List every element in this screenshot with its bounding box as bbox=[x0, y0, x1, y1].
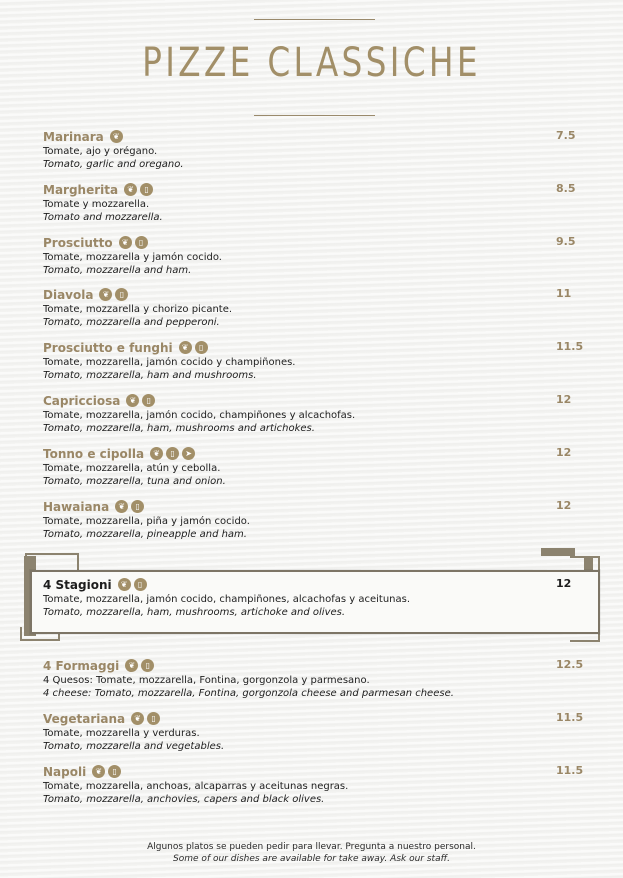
menu-item-price: 11.5 bbox=[556, 764, 584, 777]
menu-item-header bbox=[43, 234, 583, 251]
wheat-icon: ❦ bbox=[150, 447, 163, 460]
menu-item-description-en: Tomato, mozzarella, pineapple and ham. bbox=[43, 529, 247, 540]
menu-item-header bbox=[43, 286, 583, 303]
menu-item-price: 12 bbox=[556, 499, 572, 512]
menu-item-description-en: Tomato, mozzarella, tuna and onion. bbox=[43, 476, 226, 487]
menu-item-price: 7.5 bbox=[556, 129, 576, 142]
menu-item bbox=[43, 339, 583, 382]
menu-item-description-en: Tomato and mozzarella. bbox=[43, 212, 163, 223]
milk-icon: ▯ bbox=[140, 183, 153, 196]
wheat-icon: ❦ bbox=[119, 236, 132, 249]
title-rule-bottom bbox=[254, 115, 375, 116]
menu-item-header bbox=[43, 498, 583, 515]
menu-item-description-es: Tomate, mozzarella, jamón cocido, champiñones y alcachofas. bbox=[43, 410, 356, 421]
menu-item-description-es: Tomate, mozzarella y verduras. bbox=[43, 728, 200, 739]
menu-item bbox=[43, 445, 583, 488]
menu-item-name: Prosciutto bbox=[43, 235, 113, 250]
footer-note bbox=[0, 841, 623, 865]
wheat-icon: ❦ bbox=[99, 288, 112, 301]
milk-icon: ▯ bbox=[147, 712, 160, 725]
menu-item-description-en: Tomato, mozzarella and pepperoni. bbox=[43, 317, 220, 328]
menu-item-header bbox=[43, 576, 583, 593]
menu-item-description-es: Tomate, ajo y orégano. bbox=[43, 146, 158, 157]
menu-item-name: Tonno e cipolla bbox=[43, 446, 145, 461]
menu-item-price: 9.5 bbox=[556, 235, 576, 248]
menu-item-description-en: Tomato, mozzarella and ham. bbox=[43, 265, 192, 276]
menu-item-header bbox=[43, 763, 583, 780]
menu-item-header bbox=[43, 445, 583, 462]
menu-item-name: Margherita bbox=[43, 182, 119, 197]
menu-item-description-en: 4 cheese: Tomato, mozzarella, Fontina, gorgonzola cheese and parmesan cheese. bbox=[43, 688, 454, 699]
milk-icon: ▯ bbox=[131, 500, 144, 513]
menu-item-name: Diavola bbox=[43, 287, 94, 302]
menu-item-name: Hawaiana bbox=[43, 499, 110, 514]
menu-item-price: 12 bbox=[556, 577, 572, 590]
menu-item-description-es: 4 Quesos: Tomate, mozzarella, Fontina, gorgonzola y parmesano. bbox=[43, 675, 370, 686]
menu-item-price: 12 bbox=[556, 393, 572, 406]
menu-item-description-es: Tomate, mozzarella y jamón cocido. bbox=[43, 252, 222, 263]
milk-icon: ▯ bbox=[166, 447, 179, 460]
menu-item-header bbox=[43, 392, 583, 409]
menu-item bbox=[43, 286, 583, 329]
menu-item-description-es: Tomate, mozzarella, piña y jamón cocido. bbox=[43, 516, 250, 527]
menu-item-description-en: Tomato, mozzarella, ham, mushrooms, artichoke and olives. bbox=[43, 607, 346, 618]
milk-icon: ▯ bbox=[115, 288, 128, 301]
footer-note-es: Algunos platos se pueden pedir para llevar. Pregunta a nuestro personal. bbox=[147, 842, 476, 852]
page-title: PIZZE CLASSICHE bbox=[142, 40, 481, 86]
menu-item-name: Capricciosa bbox=[43, 393, 121, 408]
milk-icon: ▯ bbox=[135, 236, 148, 249]
menu-item-name: 4 Formaggi bbox=[43, 658, 120, 673]
menu-item-description-en: Tomato, mozzarella, anchovies, capers and black olives. bbox=[43, 794, 325, 805]
menu-item bbox=[43, 181, 583, 224]
menu-item-description-es: Tomate, mozzarella, jamón cocido y champiñones. bbox=[43, 357, 296, 368]
menu-item-header bbox=[43, 657, 583, 674]
milk-icon: ▯ bbox=[142, 394, 155, 407]
title-rule-top bbox=[254, 19, 375, 20]
menu-item-description-es: Tomate, mozzarella, jamón cocido, champiñones, alcachofas y aceitunas. bbox=[43, 594, 411, 605]
menu-item bbox=[43, 576, 583, 619]
menu-item-description-es: Tomate, mozzarella, anchoas, alcaparras y aceitunas negras. bbox=[43, 781, 349, 792]
menu-item-header bbox=[43, 128, 583, 145]
footer-note-en: Some of our dishes are available for take away. Ask our staff. bbox=[173, 854, 450, 864]
menu-item bbox=[43, 710, 583, 753]
menu-item-name: Napoli bbox=[43, 764, 87, 779]
wheat-icon: ❦ bbox=[115, 500, 128, 513]
menu-item-name: 4 Stagioni bbox=[43, 577, 112, 592]
wheat-icon: ❦ bbox=[118, 578, 131, 591]
wheat-icon: ❦ bbox=[92, 765, 105, 778]
menu-item-price: 11 bbox=[556, 287, 572, 300]
menu-item bbox=[43, 657, 583, 700]
menu-item bbox=[43, 392, 583, 435]
menu-item bbox=[43, 234, 583, 277]
wheat-icon: ❦ bbox=[124, 183, 137, 196]
menu-item-name: Marinara bbox=[43, 129, 104, 144]
menu-item-price: 11.5 bbox=[556, 711, 584, 724]
menu-item-name: Prosciutto e funghi bbox=[43, 340, 173, 355]
menu-item bbox=[43, 763, 583, 806]
menu-item-price: 8.5 bbox=[556, 182, 576, 195]
fish-icon: ➤ bbox=[182, 447, 195, 460]
menu-item-header bbox=[43, 710, 583, 727]
wheat-icon: ❦ bbox=[126, 394, 139, 407]
menu-item-description-en: Tomato, garlic and oregano. bbox=[43, 159, 184, 170]
menu-item-description-es: Tomate y mozzarella. bbox=[43, 199, 150, 210]
milk-icon: ▯ bbox=[141, 659, 154, 672]
menu-item-name: Vegetariana bbox=[43, 711, 126, 726]
menu-item-description-es: Tomate, mozzarella, atún y cebolla. bbox=[43, 463, 221, 474]
wheat-icon: ❦ bbox=[110, 130, 123, 143]
wheat-icon: ❦ bbox=[131, 712, 144, 725]
menu-item-description-en: Tomato, mozzarella and vegetables. bbox=[43, 741, 225, 752]
menu-item-header bbox=[43, 339, 583, 356]
milk-icon: ▯ bbox=[134, 578, 147, 591]
menu-item-description-es: Tomate, mozzarella y chorizo picante. bbox=[43, 304, 233, 315]
menu-item-price: 12.5 bbox=[556, 658, 584, 671]
milk-icon: ▯ bbox=[108, 765, 121, 778]
menu-item bbox=[43, 128, 583, 171]
menu-item-price: 12 bbox=[556, 446, 572, 459]
milk-icon: ▯ bbox=[195, 341, 208, 354]
wheat-icon: ❦ bbox=[125, 659, 138, 672]
wheat-icon: ❦ bbox=[179, 341, 192, 354]
menu-item-price: 11.5 bbox=[556, 340, 584, 353]
menu-item-description-en: Tomato, mozzarella, ham, mushrooms and artichokes. bbox=[43, 423, 315, 434]
menu-item bbox=[43, 498, 583, 541]
menu-item-description-en: Tomato, mozzarella, ham and mushrooms. bbox=[43, 370, 257, 381]
frame-deco-top-right-bar bbox=[541, 548, 575, 556]
menu-item-header bbox=[43, 181, 583, 198]
